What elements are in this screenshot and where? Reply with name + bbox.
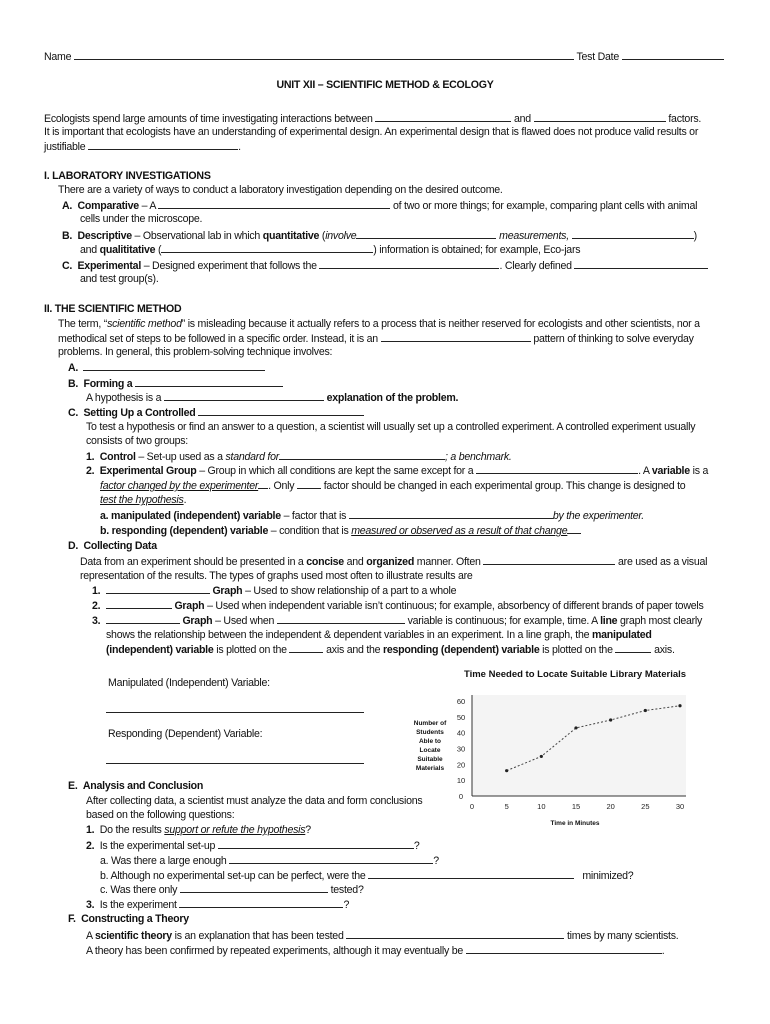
y-tick-label: 20	[456, 760, 466, 770]
s2-ca: a. manipulated (independent) variable – factor that is by the experimenter.	[100, 510, 645, 522]
name-field[interactable]	[74, 50, 574, 60]
s2-e-para-1: After collecting data, a scientist must analyze the data and form conclusions	[86, 795, 423, 807]
s2-e2c: c. Was there only tested?	[100, 884, 364, 896]
s2-c-para-2: consists of two groups:	[86, 435, 189, 447]
s2-e2b: b. Although no experimental set-up can be perfect, were the minimized?	[100, 870, 634, 882]
x-tick-label: 10	[537, 802, 546, 811]
s1-item-c: C. Experimental – Designed experiment that follows the . Clearly defined	[62, 259, 708, 273]
s2-c1: 1. Control – Set-up used as a standard for ; a benchmark.	[86, 451, 512, 463]
manipulated-variable-field[interactable]	[106, 703, 364, 713]
s2-e1: 1. Do the results support or refute the hypothesis?	[86, 824, 311, 836]
s2-c2: 2. Experimental Group – Group in which all conditions are kept the same except for a . A variable is a	[86, 465, 709, 477]
y-axis-label: Number of	[413, 720, 447, 727]
s1-item-b-cont: and qualititative ( ) information is obtained; for example, Eco-jars	[80, 244, 581, 256]
s2-item-c: C. Setting Up a Controlled	[68, 406, 364, 420]
data-point	[540, 755, 543, 758]
s2-e2a: a. Was there a large enough ?	[100, 855, 439, 867]
intro-line-2: It is important that ecologists have an understanding of experimental design. An experimental design that is flawed does not produce valid results or	[44, 126, 699, 138]
s2-para-3: problems. In general, this problem-solving technique involves:	[58, 346, 333, 358]
x-axis-label: Time in Minutes	[550, 820, 600, 827]
s1-item-a: A. Comparative – A of two or more things; for example, comparing plant cells with animal	[62, 200, 698, 212]
s2-c2-cont-2: test the hypothesis.	[100, 494, 187, 506]
s2-d1: 1. Graph – Used to show relationship of a part to a whole	[92, 585, 457, 597]
y-tick-label: 0	[458, 792, 464, 801]
data-point	[678, 704, 681, 707]
s1-item-a-cont: cells under the microscope.	[80, 213, 203, 225]
s2-item-b: B. Forming a	[68, 377, 283, 391]
s2-c-para-1: To test a hypothesis or find an answer to a question, a scientist will usually set up a controlled experiment. A controlled experiment usually	[86, 421, 696, 433]
chart-title: Time Needed to Locate Suitable Library Materials	[463, 669, 687, 680]
y-tick-label: 10	[456, 776, 466, 786]
data-point	[609, 718, 612, 721]
y-axis-label: Students	[416, 729, 444, 736]
y-axis-label: Locate	[419, 747, 441, 754]
s2-hypothesis-line: A hypothesis is a explanation of the problem.	[86, 392, 459, 404]
s2-c2-cont-1: factor changed by the experimenter . Only factor should be changed in each experimental group. This change is designed to	[100, 480, 686, 492]
line-chart	[400, 665, 710, 830]
x-tick-label: 30	[675, 802, 685, 811]
s2-d3-cont-1: shows the relationship between the independent & dependent variables in an experiment. In a line graph, the manipulated	[106, 629, 652, 641]
name-label: Name	[44, 51, 72, 63]
test-date-label: Test Date	[576, 51, 619, 63]
s2-d2: 2. Graph – Used when independent variable isn’t continuous; for example, absorbency of different brands of paper towels	[92, 600, 704, 612]
test-date-field[interactable]	[622, 50, 724, 60]
intro-line-1: Ecologists spend large amounts of time investigating interactions between and factors.	[44, 113, 702, 125]
responding-variable-label: Responding (Dependent) Variable:	[108, 728, 263, 740]
y-axis-label: Suitable	[417, 756, 443, 763]
s2-item-e: E. Analysis and Conclusion	[68, 780, 204, 792]
y-tick-label: 30	[456, 744, 466, 754]
s2-item-a: A.	[68, 361, 265, 375]
data-point	[644, 709, 647, 712]
s1-item-c-cont: and test group(s).	[80, 273, 159, 285]
y-axis-label: Materials	[415, 765, 445, 772]
x-tick-label: 5	[504, 802, 509, 811]
s2-f-para-1: A scientific theory is an explanation that has been tested times by many scientists.	[86, 930, 679, 942]
name-line	[44, 50, 724, 64]
x-tick-label: 15	[571, 802, 581, 811]
manipulated-variable-label: Manipulated (Independent) Variable:	[108, 677, 270, 689]
plot-area	[472, 695, 686, 796]
s2-f-para-2: A theory has been confirmed by repeated experiments, although it may eventually be .	[86, 945, 665, 957]
data-point	[574, 726, 577, 729]
s2-item-f: F. Constructing a Theory	[68, 913, 189, 925]
s2-cb: b. responding (dependent) variable – condition that is measured or observed as a result of that change	[100, 524, 581, 538]
s2-d-para-1: Data from an experiment should be presented in a concise and organized manner. Often are used as a visual	[80, 556, 708, 568]
page-title: UNIT XII – SCIENTIFIC METHOD & ECOLOGY	[276, 79, 494, 91]
section-1-heading: I. LABORATORY INVESTIGATIONS	[44, 170, 211, 182]
responding-variable-field[interactable]	[106, 754, 364, 764]
data-point	[505, 769, 508, 772]
x-tick-label: 25	[641, 802, 650, 811]
s2-e2: 2. Is the experimental set-up ?	[86, 840, 420, 852]
s2-para-2: methodical set of steps to be followed in a specific order. Instead, it is an pattern of thinking to solve everyday	[58, 333, 694, 345]
y-tick-label: 60	[456, 697, 466, 706]
y-axis-label: Able to	[418, 738, 442, 745]
y-tick-label: 50	[456, 712, 466, 722]
s2-e-para-2: based on the following questions:	[86, 809, 235, 821]
section-2-heading: II. THE SCIENTIFIC METHOD	[44, 303, 182, 315]
x-tick-label: 0	[469, 802, 475, 811]
s2-item-d: D. Collecting Data	[68, 540, 157, 552]
intro-line-3: justifiable .	[44, 141, 241, 153]
s2-d3-cont-2: (independent) variable is plotted on the axis and the responding (dependent) variable is plotted on the axis.	[106, 644, 675, 656]
s2-para-1: The term, “scientific method” is misleading because it actually refers to a process that is neither reserved for ecologists and other scientists, nor a	[58, 318, 700, 330]
s2-e3: 3. Is the experiment ?	[86, 899, 350, 911]
x-tick-label: 20	[606, 802, 615, 811]
s2-d-para-2: representation of the results. The types of graphs used most often to illustrate results are	[80, 570, 473, 582]
s2-d3: 3. Graph – Used when variable is continuous; for example, time. A line graph most clearly	[92, 615, 703, 627]
section-1-intro: There are a variety of ways to conduct a laboratory investigation depending on the desired outcome.	[58, 184, 503, 196]
s1-item-b: B. Descriptive – Observational lab in which quantitative (involve measurements, )	[62, 230, 697, 242]
y-tick-label: 40	[456, 728, 466, 738]
